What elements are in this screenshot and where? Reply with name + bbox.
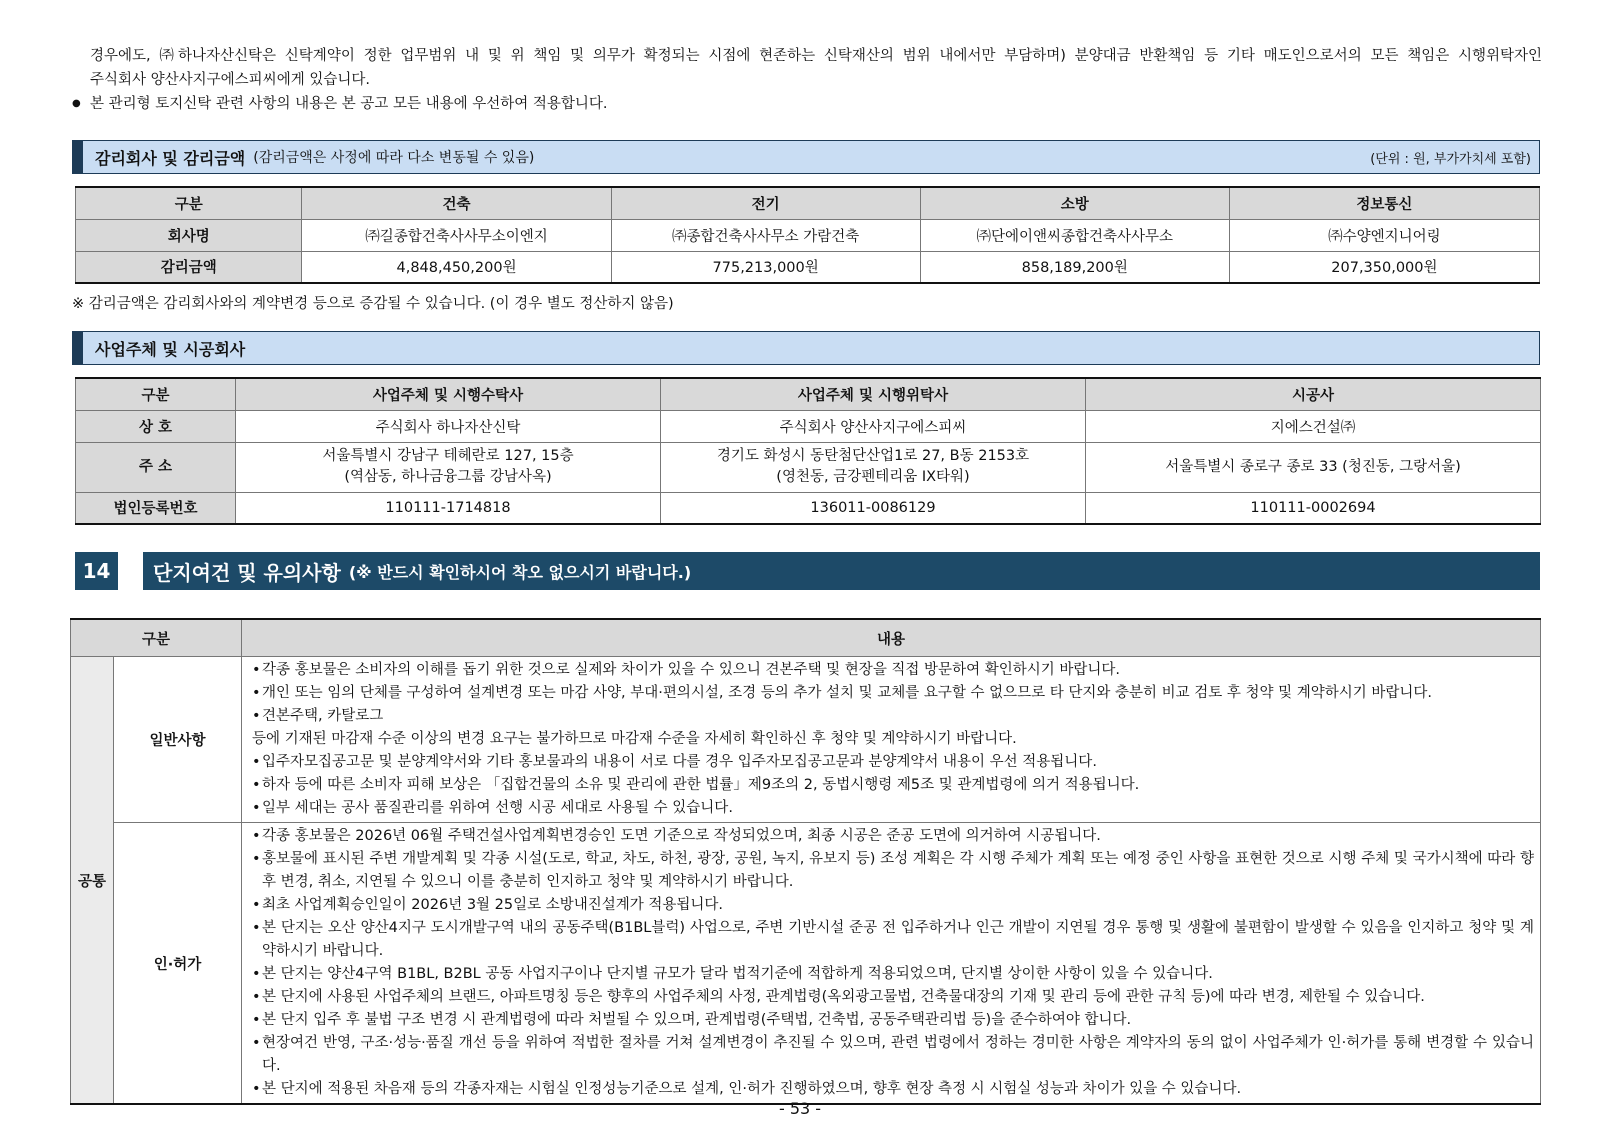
supervision-title: 감리회사 및 감리금액 — [95, 148, 246, 168]
section-subtitle: (※ 반드시 확인하시어 착오 없으시기 바랍니다.) — [348, 562, 692, 582]
address-line: 경기도 화성시 동탄첨단산업1로 27, B동 2153호 — [716, 448, 1030, 464]
page-number: - 53 - — [778, 1099, 822, 1118]
category-label: 일반사항 — [114, 657, 242, 823]
section-accent-strip — [73, 141, 83, 173]
row-header: 상 호 — [76, 410, 236, 442]
intro-bullet: ● 본 관리형 토지신탁 관련 사항의 내용은 본 공고 모든 내용에 우선하여 적용합니다. — [72, 92, 1542, 116]
table-cell: ㈜종합건축사사무소 가람건축 — [611, 219, 920, 251]
list-item: • 본 단지는 오산 양산4지구 도시개발구역 내의 공동주택(B1BL블럭) 사업으로, 주변 기반시설 준공 전 입주하거나 인근 개발이 지연될 경우 통행 및 생활에 불편함이 발생할 수 있음을 인지하고 청약 및 계약하시기 바랍니다. — [252, 917, 1534, 963]
table-cell: ㈜길종합건축사사무소이엔지 — [302, 219, 611, 251]
column-header: 시공사 — [1086, 378, 1541, 410]
column-header: 구분 — [76, 378, 236, 410]
table-cell: 서울특별시 종로구 종로 33 (청진동, 그랑서울) — [1086, 442, 1541, 492]
table-cell: 지에스건설㈜ — [1086, 410, 1541, 442]
table-cell: 858,189,200원 — [920, 251, 1229, 283]
table-row — [76, 442, 1541, 492]
list-item: • 하자 등에 따른 소비자 피해 보상은 「집합건물의 소유 및 관리에 관한 법률」제9조의 2, 동법시행령 제5조 및 관계법령에 의거 적용됩니다. — [252, 774, 1534, 797]
row-header: 회사명 — [76, 219, 302, 251]
group-label: 공통 — [71, 657, 114, 1105]
table-cell: 110111-1714818 — [236, 492, 661, 524]
table-cell: ㈜수양엔지니어링 — [1229, 219, 1539, 251]
list-item: • 입주자모집공고문 및 분양계약서와 기타 홍보물과의 내용이 서로 다를 경우 입주자모집공고문과 분양계약서 내용이 우선 적용됩니다. — [252, 751, 1534, 774]
supervision-table — [75, 186, 1540, 284]
address-line: 서울특별시 강남구 테헤란로 127, 15층 — [322, 448, 574, 464]
entities-table — [75, 377, 1541, 525]
section-14-header — [75, 552, 1540, 590]
table-row — [76, 219, 1540, 251]
entities-title: 사업주체 및 시공회사 — [95, 339, 246, 359]
table-cell: 4,848,450,200원 — [302, 251, 611, 283]
section-title: 단지여건 및 유의사항 — [153, 560, 341, 585]
column-header: 구분 — [76, 187, 302, 219]
table-row — [76, 410, 1541, 442]
table-cell: 207,350,000원 — [1229, 251, 1539, 283]
column-header: 정보통신 — [1229, 187, 1539, 219]
table-row — [76, 492, 1541, 524]
table-cell — [661, 442, 1086, 492]
row-header: 법인등록번호 — [76, 492, 236, 524]
general-items — [242, 657, 1541, 823]
column-header: 사업주체 및 시행위탁사 — [661, 378, 1086, 410]
column-header: 구분 — [71, 619, 242, 657]
list-item: • 본 단지는 양산4구역 B1BL, B2BL 공동 사업지구이나 단지별 규모가 달라 법적기준에 적합하게 적용되었으며, 단지별 상이한 사항이 있을 수 있습니다. — [252, 963, 1534, 986]
table-cell: 775,213,000원 — [611, 251, 920, 283]
intro-line-1: 경우에도, ㈜하나자산신탁은 신탁계약이 정한 업무범위 내 및 위 책임 및 의무가 확정되는 시점에 현존하는 신탁재산의 범위 내에서만 부담하며) 분양대금 반환책임 등 기타 매도인으로서의 모든 책임은 시행위탁자인 — [90, 48, 1542, 64]
list-item: • 최초 사업계획승인일이 2026년 3월 25일로 소방내진설계가 적용됩니다. — [252, 894, 1534, 917]
intro-block — [72, 44, 1542, 116]
list-item: • 개인 또는 임의 단체를 구성하여 설계변경 또는 마감 사양, 부대·편의시설, 조경 등의 추가 설치 및 교체를 요구할 수 없으므로 타 단지와 충분히 비교 검토 후 청약 및 계약하시기 바랍니다. — [252, 682, 1534, 705]
entities-section-header — [72, 331, 1540, 365]
table-cell: 110111-0002694 — [1086, 492, 1541, 524]
address-line-sub: (역삼동, 하나금융그룹 강남사옥) — [344, 469, 552, 485]
table-cell: 136011-0086129 — [661, 492, 1086, 524]
table-cell — [236, 442, 661, 492]
column-header: 전기 — [611, 187, 920, 219]
table-row — [71, 823, 1541, 1105]
table-row — [71, 657, 1541, 823]
supervision-note: (감리금액은 사정에 따라 다소 변동될 수 있음) — [253, 150, 535, 166]
list-item-continuation: 등에 기재된 마감재 수준 이상의 변경 요구는 불가하므로 마감재 수준을 자세히 확인하신 후 청약 및 계약하시기 바랍니다. — [252, 731, 1017, 747]
address-line-sub: (영천동, 금강펜테리움 IX타워) — [776, 469, 970, 485]
column-header: 건축 — [302, 187, 611, 219]
table-header-row — [76, 378, 1541, 410]
column-header: 사업주체 및 시행수탁사 — [236, 378, 661, 410]
list-item: • 각종 홍보물은 소비자의 이해를 돕기 위한 것으로 실제와 차이가 있을 수 있으니 견본주택 및 현장을 직접 방문하여 확인하시기 바랍니다. — [252, 659, 1534, 682]
list-item: • 일부 세대는 공사 품질관리를 위하여 선행 시공 세대로 사용될 수 있습니다. — [252, 797, 1534, 820]
table-cell: 주식회사 하나자산신탁 — [236, 410, 661, 442]
list-item: • 현장여건 반영, 구조·성능·품질 개선 등을 위하여 적법한 절차를 거쳐 설계변경이 추진될 수 있으며, 관련 법령에서 정하는 경미한 사항은 계약자의 동의 없이 사업주체가 인·허가를 통해 변경할 수 있습니다. — [252, 1032, 1534, 1078]
column-header: 내용 — [242, 619, 1541, 657]
supervision-unit: (단위 : 원, 부가가치세 포함) — [1370, 151, 1531, 167]
list-item: • 각종 홍보물은 2026년 06월 주택건설사업계획변경승인 도면 기준으로 작성되었으며, 최종 시공은 준공 도면에 의거하여 시공됩니다. — [252, 825, 1534, 848]
conditions-table — [70, 618, 1541, 1105]
table-row — [76, 251, 1540, 283]
column-header: 소방 — [920, 187, 1229, 219]
row-header: 주 소 — [76, 442, 236, 492]
permit-items — [242, 823, 1541, 1105]
supervision-section-header — [72, 140, 1540, 174]
list-item: • 견본주택, 카탈로그 — [252, 705, 1534, 728]
list-item: • 본 단지에 적용된 차음재 등의 각종자재는 시험실 인정성능기준으로 설계, 인·허가 진행하였으며, 향후 현장 측정 시 시험실 성능과 차이가 있을 수 있습니다. — [252, 1078, 1534, 1101]
list-item: • 본 단지 입주 후 불법 구조 변경 시 관계법령에 따라 처벌될 수 있으며, 관계법령(주택법, 건축법, 공동주택관리법 등)을 준수하여야 합니다. — [252, 1009, 1534, 1032]
list-item: • 홍보물에 표시된 주변 개발계획 및 각종 시설(도로, 학교, 차도, 하천, 광장, 공원, 녹지, 유보지 등) 조성 계획은 각 시행 주체가 계획 또는 예정 중인 사항을 표현한 것으로 시행 주체 및 국가시책에 따라 향후 변경, 취소, 지연될 수 있으니 이를 충분히 인지하고 청약 및 계약하시기 바랍니다. — [252, 848, 1534, 894]
section-number: 14 — [75, 552, 118, 590]
section-title-bar — [143, 552, 1540, 590]
table-header-row — [71, 619, 1541, 657]
table-cell: 주식회사 양산사지구에스피씨 — [661, 410, 1086, 442]
list-item: • 본 단지에 사용된 사업주체의 브랜드, 아파트명칭 등은 향후의 사업주체의 사정, 관계법령(옥외광고물법, 건축물대장의 기재 및 관리 등에 관한 규칙 등)에 따라 변경, 제한될 수 있습니다. — [252, 986, 1534, 1009]
intro-line-2: 주식회사 양산사지구에스피씨에게 있습니다. — [90, 72, 370, 88]
table-cell: ㈜단에이앤씨종합건축사사무소 — [920, 219, 1229, 251]
category-label: 인·허가 — [114, 823, 242, 1105]
section-accent-strip — [73, 332, 83, 364]
table-header-row — [76, 187, 1540, 219]
row-header: 감리금액 — [76, 251, 302, 283]
supervision-footnote: ※ 감리금액은 감리회사와의 계약변경 등으로 증감될 수 있습니다. (이 경우 별도 정산하지 않음) — [72, 296, 674, 312]
